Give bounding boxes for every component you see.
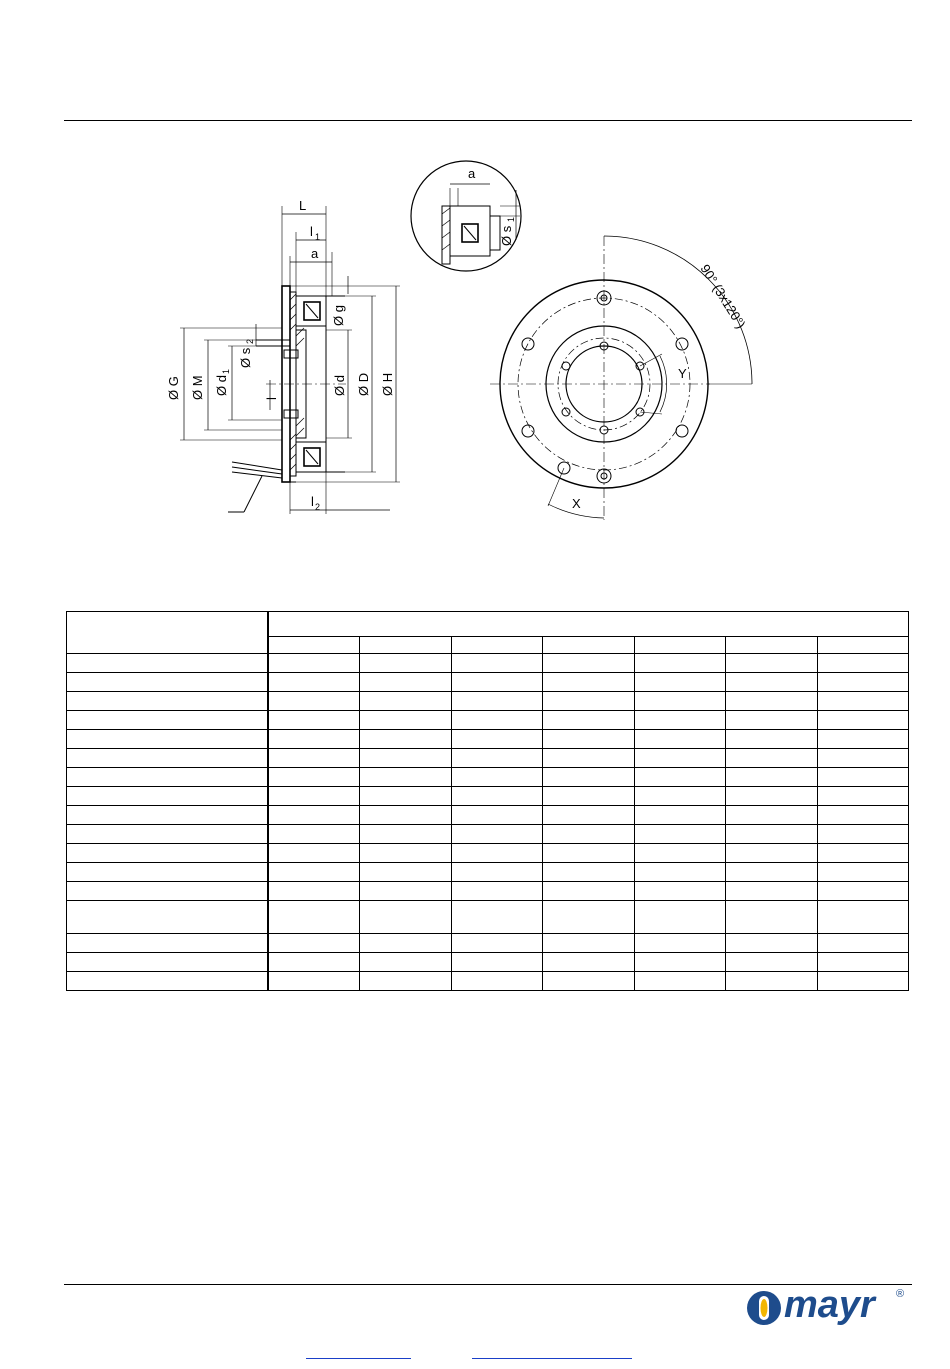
table-cell [543, 863, 635, 882]
table-cell [451, 863, 543, 882]
table-cell [726, 692, 818, 711]
table-row-label-cell [67, 972, 269, 991]
table-cell [451, 825, 543, 844]
table-cell [543, 901, 635, 934]
table-cell [634, 749, 726, 768]
label-d1: Ø d [214, 375, 229, 396]
table-header-cell [726, 637, 818, 654]
table-row-label-cell [67, 768, 269, 787]
table-row-label-cell [67, 673, 269, 692]
table-cell [360, 863, 452, 882]
table-row [67, 972, 909, 991]
table-cell [451, 654, 543, 673]
table-cell [451, 730, 543, 749]
label-l1: l [310, 224, 313, 239]
table-cell [634, 953, 726, 972]
label-G: Ø G [166, 376, 181, 400]
label-M: Ø M [190, 375, 205, 400]
table-cell [634, 844, 726, 863]
table-cell [451, 673, 543, 692]
table-cell [726, 934, 818, 953]
table-cell [726, 654, 818, 673]
table-row [67, 787, 909, 806]
table-cell [726, 806, 818, 825]
table-row [67, 825, 909, 844]
table-cell [634, 654, 726, 673]
table-cell [543, 844, 635, 863]
table-cell [817, 711, 909, 730]
table-cell [543, 692, 635, 711]
table-header-cell [543, 637, 635, 654]
table-cell [268, 901, 360, 934]
table-row [67, 711, 909, 730]
label-g: Ø g [331, 305, 346, 326]
table-cell [543, 882, 635, 901]
table-row-label-cell [67, 711, 269, 730]
table-cell [451, 806, 543, 825]
table-cell [268, 863, 360, 882]
table-cell [451, 934, 543, 953]
table-cell [634, 934, 726, 953]
table-cell [451, 692, 543, 711]
table-cell [543, 934, 635, 953]
table-row [67, 692, 909, 711]
table-cell [634, 673, 726, 692]
table-cell [268, 768, 360, 787]
label-H: Ø H [380, 372, 395, 396]
table-row-label-cell [67, 934, 269, 953]
table-cell [360, 844, 452, 863]
table-cell [817, 863, 909, 882]
table-cell [543, 787, 635, 806]
table-cell [634, 901, 726, 934]
table-header-corner [67, 612, 269, 654]
table-cell [543, 825, 635, 844]
table-cell [360, 768, 452, 787]
mayr-logo [746, 1284, 916, 1328]
table-cell [726, 882, 818, 901]
table-cell [360, 692, 452, 711]
table-cell [543, 654, 635, 673]
table-cell [543, 749, 635, 768]
label-s1: Ø s [499, 225, 514, 246]
table-cell [817, 882, 909, 901]
table-cell [268, 749, 360, 768]
table-cell [817, 844, 909, 863]
table-row [67, 934, 909, 953]
table-header-cell [360, 637, 452, 654]
label-l: l [264, 397, 279, 400]
table-cell [360, 673, 452, 692]
table-row-label-cell [67, 844, 269, 863]
label-l2-sub: 2 [315, 502, 321, 512]
table-cell [451, 901, 543, 934]
table-row-label-cell [67, 806, 269, 825]
table-cell [543, 711, 635, 730]
table-header-row [67, 612, 909, 637]
logo-text: mayr [784, 1284, 875, 1326]
label-d1-sub: 1 [221, 368, 231, 374]
label-s2: Ø s [238, 347, 253, 368]
table-row-label-cell [67, 654, 269, 673]
table-cell [634, 882, 726, 901]
table-row [67, 730, 909, 749]
label-L: L [299, 198, 307, 213]
table-header-cell [451, 637, 543, 654]
table-cell [268, 673, 360, 692]
table-header-cell [634, 637, 726, 654]
table-cell [634, 972, 726, 991]
table-cell [817, 673, 909, 692]
table-cell [360, 934, 452, 953]
table-row-label-cell [67, 825, 269, 844]
table-row [67, 844, 909, 863]
table-cell [817, 768, 909, 787]
table-cell [268, 711, 360, 730]
table-row-label-cell [67, 882, 269, 901]
table-cell [634, 692, 726, 711]
table-cell [451, 972, 543, 991]
table-cell [726, 825, 818, 844]
table-row-label-cell [67, 863, 269, 882]
table-cell [451, 749, 543, 768]
table-cell [543, 673, 635, 692]
table-header-group [268, 612, 909, 637]
table-cell [817, 901, 909, 934]
table-cell [817, 953, 909, 972]
table-cell [726, 673, 818, 692]
table-row [67, 768, 909, 787]
table-cell [817, 806, 909, 825]
table-cell [451, 882, 543, 901]
label-D: Ø D [356, 372, 371, 396]
table-cell [360, 730, 452, 749]
table-cell [268, 730, 360, 749]
table-cell [360, 654, 452, 673]
table-cell [634, 787, 726, 806]
table-cell [726, 787, 818, 806]
table-cell [360, 806, 452, 825]
table-cell [360, 711, 452, 730]
dimension-labels [166, 166, 749, 512]
table-cell [817, 825, 909, 844]
table-cell [817, 787, 909, 806]
dimension-table [66, 611, 909, 991]
table-header-cell [817, 637, 909, 654]
table-row [67, 654, 909, 673]
table-cell [360, 787, 452, 806]
table-header-cell [268, 637, 360, 654]
table-row-label-cell [67, 787, 269, 806]
table-cell [543, 768, 635, 787]
table-row [67, 673, 909, 692]
table-cell [726, 749, 818, 768]
table-cell [268, 934, 360, 953]
table-cell [726, 972, 818, 991]
table-cell [268, 844, 360, 863]
table-cell [543, 806, 635, 825]
label-l2: l [311, 494, 314, 509]
table-row-label-cell [67, 953, 269, 972]
technical-drawing [0, 0, 950, 600]
table-cell [543, 953, 635, 972]
table-cell [543, 730, 635, 749]
table-cell [360, 749, 452, 768]
table-cell [817, 692, 909, 711]
table-row [67, 953, 909, 972]
table-cell [726, 711, 818, 730]
table-cell [817, 654, 909, 673]
table-cell [360, 972, 452, 991]
table-cell [451, 768, 543, 787]
table-cell [360, 825, 452, 844]
table-cell [634, 806, 726, 825]
table-cell [726, 730, 818, 749]
table-body [67, 654, 909, 991]
table-row [67, 863, 909, 882]
table-cell [268, 882, 360, 901]
footer-link-underline-1[interactable] [306, 1358, 411, 1359]
table-cell [726, 953, 818, 972]
table-cell [360, 882, 452, 901]
table-row-label-cell [67, 730, 269, 749]
logo-mark-icon [746, 1288, 782, 1328]
table-cell [543, 972, 635, 991]
label-s1-sub: 1 [506, 216, 516, 222]
table-cell [726, 844, 818, 863]
table-cell [268, 972, 360, 991]
table-cell [634, 825, 726, 844]
table-row-label-cell [67, 901, 269, 934]
table-cell [817, 730, 909, 749]
table-cell [817, 749, 909, 768]
table-cell [726, 768, 818, 787]
table-cell [268, 787, 360, 806]
label-a-side: a [311, 246, 319, 261]
table-row-label-cell [67, 692, 269, 711]
label-d: Ø d [332, 375, 347, 396]
logo-registered-mark: ® [896, 1288, 905, 1300]
label-l1-sub: 1 [315, 232, 321, 242]
table-cell [451, 711, 543, 730]
label-angle: 90° (3x120°) [697, 261, 749, 332]
table-row [67, 806, 909, 825]
table-cell [268, 825, 360, 844]
table-cell [268, 692, 360, 711]
table-row-label-cell [67, 749, 269, 768]
table-cell [451, 787, 543, 806]
table-cell [817, 934, 909, 953]
table-cell [634, 768, 726, 787]
table-cell [360, 953, 452, 972]
label-s2-sub: 2 [245, 338, 255, 344]
label-X: X [572, 496, 581, 511]
detail-circle-view [411, 161, 521, 271]
table-cell [268, 806, 360, 825]
table-cell [634, 730, 726, 749]
footer-link-underline-2[interactable] [472, 1358, 632, 1359]
table-cell [726, 863, 818, 882]
table-cell [634, 863, 726, 882]
table-cell [634, 711, 726, 730]
table-cell [451, 844, 543, 863]
table-cell [360, 901, 452, 934]
label-Y: Y [678, 366, 687, 381]
side-section-view [180, 206, 400, 514]
table-cell [817, 972, 909, 991]
table-cell [268, 654, 360, 673]
table-row [67, 882, 909, 901]
table-row [67, 901, 909, 934]
table-row [67, 749, 909, 768]
label-a-detail: a [468, 166, 476, 181]
table-cell [268, 953, 360, 972]
table-cell [451, 953, 543, 972]
table-cell [726, 901, 818, 934]
